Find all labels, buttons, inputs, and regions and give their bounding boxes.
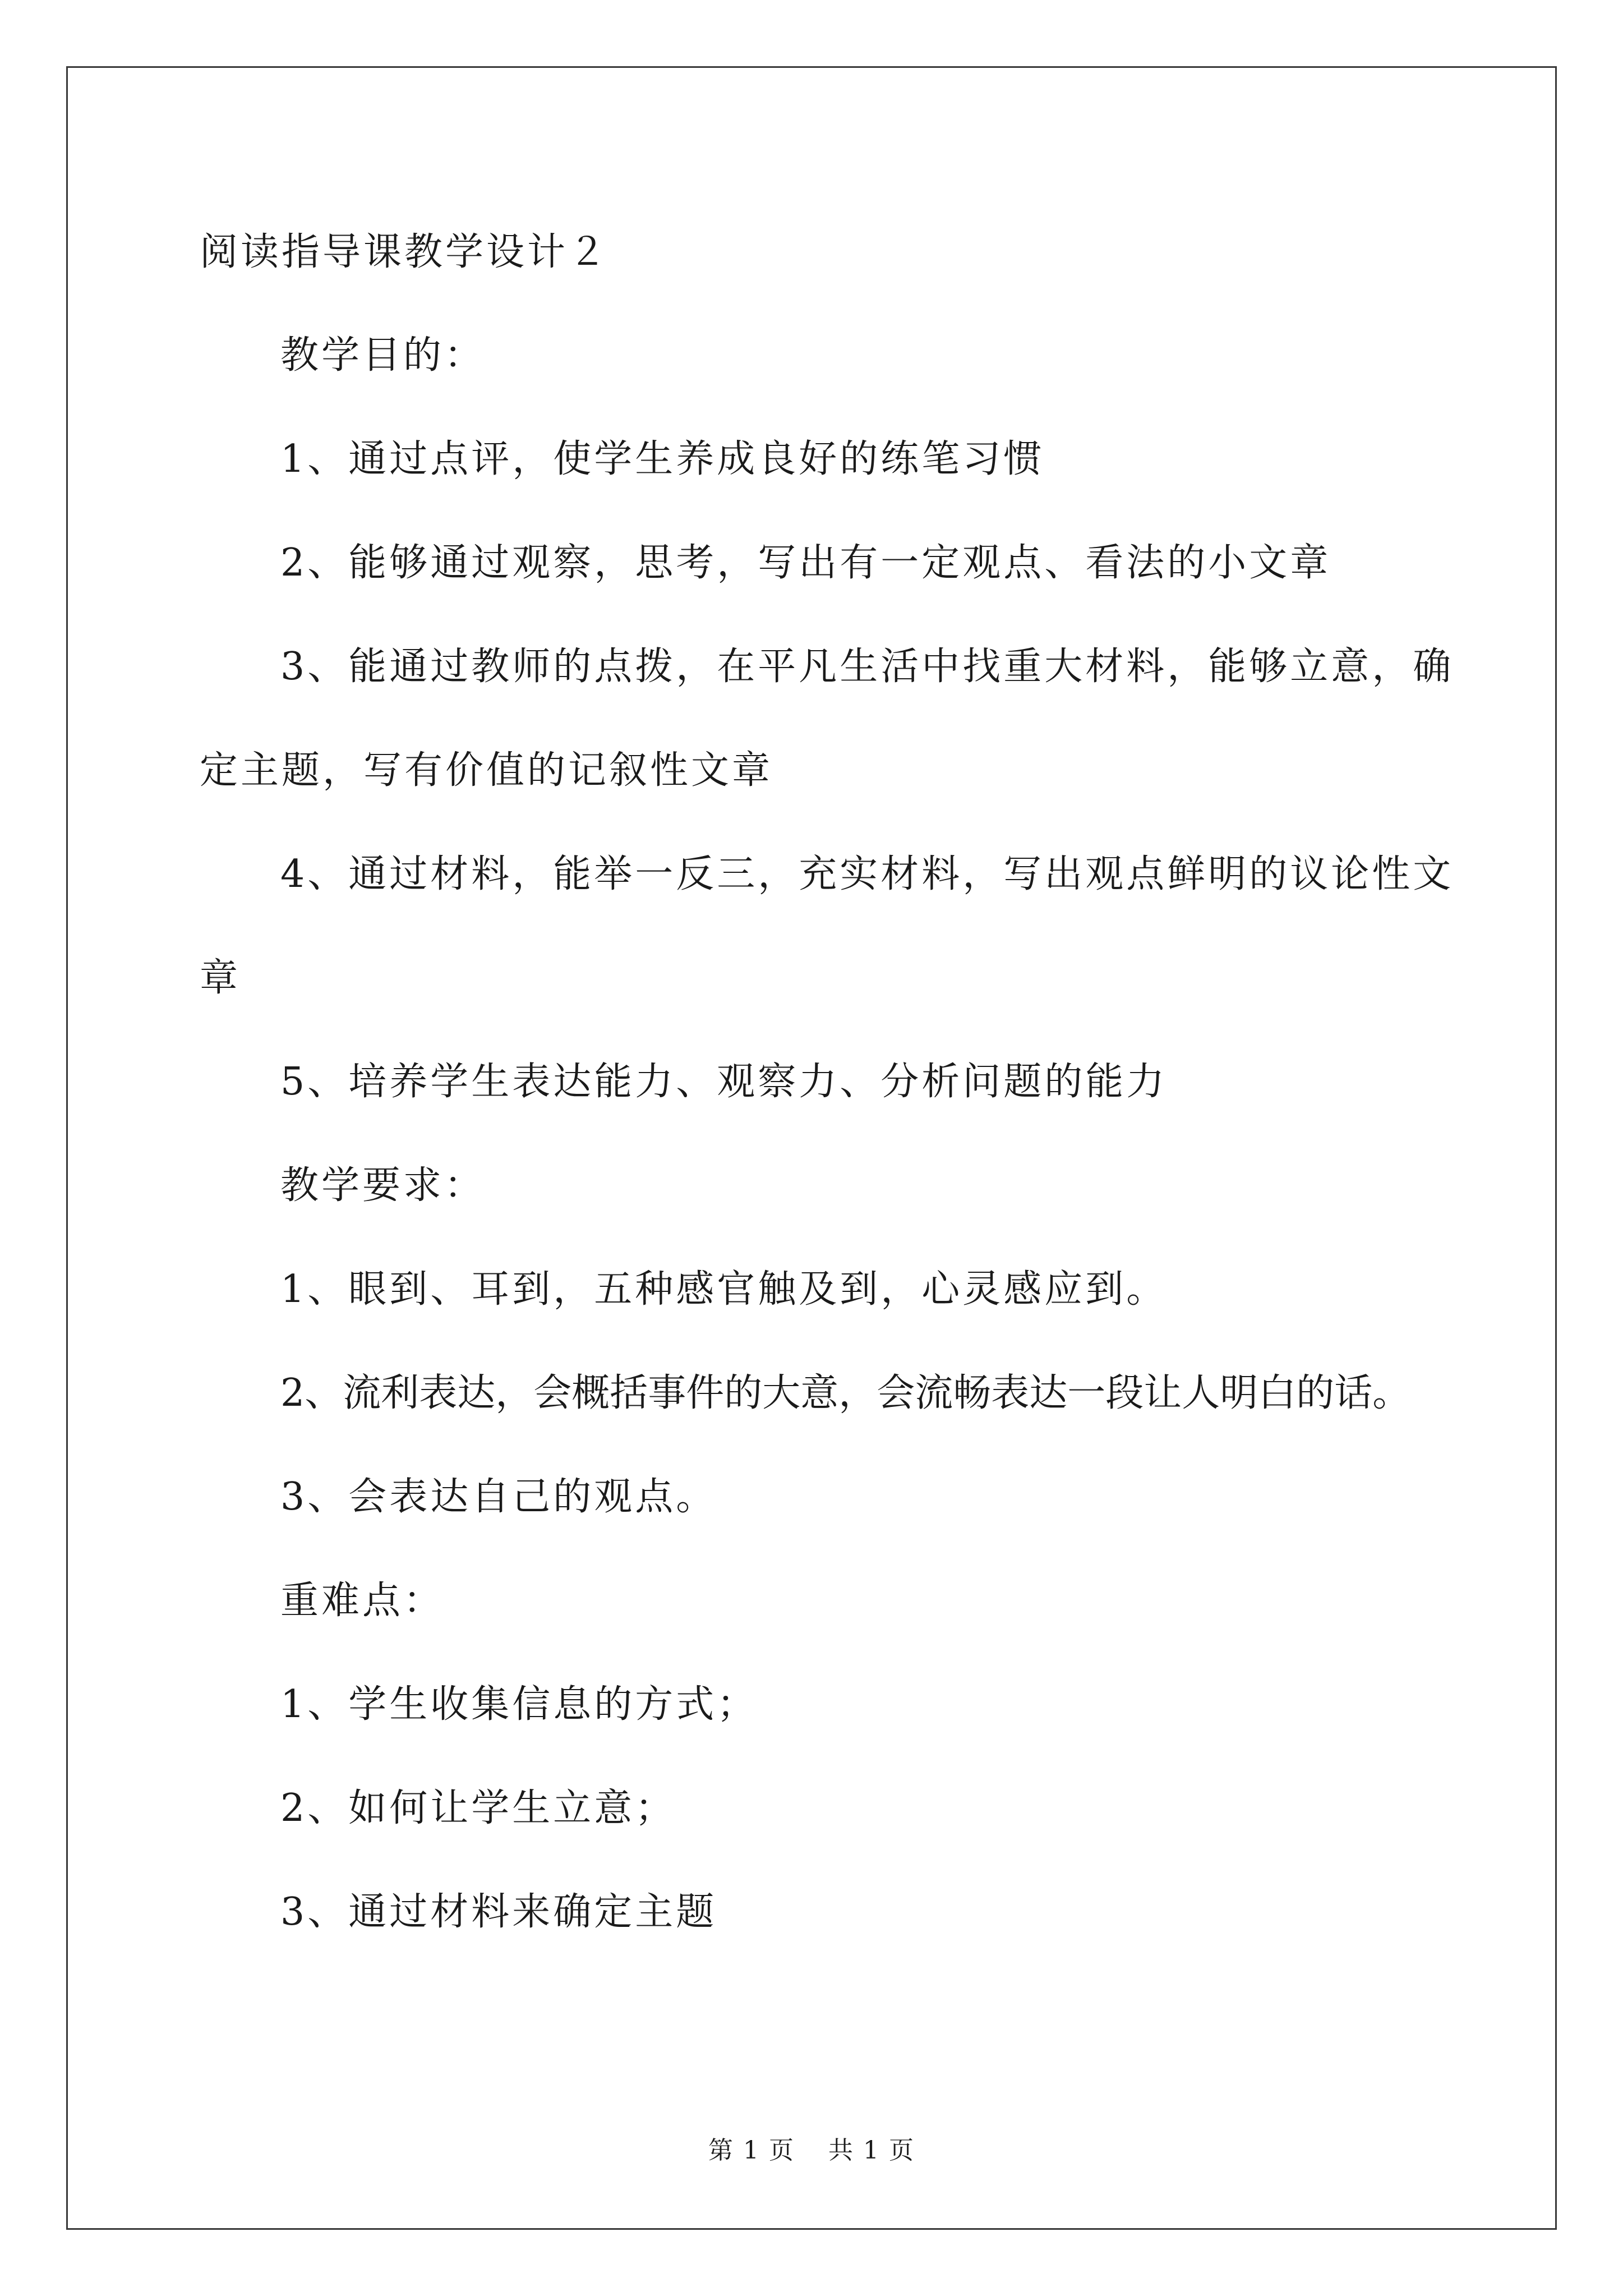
- paragraph: 1、学生收集信息的方式；: [280, 1682, 758, 1727]
- page-total: 共 1 页: [828, 2136, 915, 2165]
- paragraph: 3、能通过教师的点拨，在平凡生活中找重大材料，能够立意，确: [280, 645, 1454, 689]
- paragraph-heading-objectives: 教学目的：: [280, 333, 486, 378]
- paragraph: 2、能够通过观察，思考，写出有一定观点、看法的小文章: [280, 541, 1331, 585]
- page-footer: [0, 2138, 1623, 2163]
- paragraph: 3、会表达自己的观点。: [280, 1475, 717, 1519]
- paragraph-heading-key-points: 重难点：: [280, 1579, 445, 1623]
- paragraph-continuation: 定主题，写有价值的记叙性文章: [200, 748, 773, 793]
- page-number: 第 1 页: [708, 2136, 795, 2165]
- paragraph: 5、培养学生表达能力、观察力、分析问题的能力: [280, 1060, 1168, 1104]
- paragraph: 3、通过材料来确定主题: [280, 1890, 717, 1934]
- paragraph: 2、流利表达，会概括事件的大意，会流畅表达一段让人明白的话。: [280, 1371, 1411, 1415]
- paragraph: 1、通过点评，使学生养成良好的练笔习惯: [280, 437, 1045, 481]
- document-title: 阅读指导课教学设计２: [200, 230, 610, 274]
- paragraph-continuation: 章: [200, 956, 241, 1000]
- paragraph-heading-requirements: 教学要求：: [280, 1163, 486, 1208]
- paragraph: 4、通过材料，能举一反三，充实材料，写出观点鲜明的议论性文: [280, 852, 1454, 896]
- paragraph: 1、眼到、耳到，五种感官触及到，心灵感应到。: [280, 1267, 1168, 1312]
- paragraph: 2、如何让学生立意；: [280, 1786, 676, 1830]
